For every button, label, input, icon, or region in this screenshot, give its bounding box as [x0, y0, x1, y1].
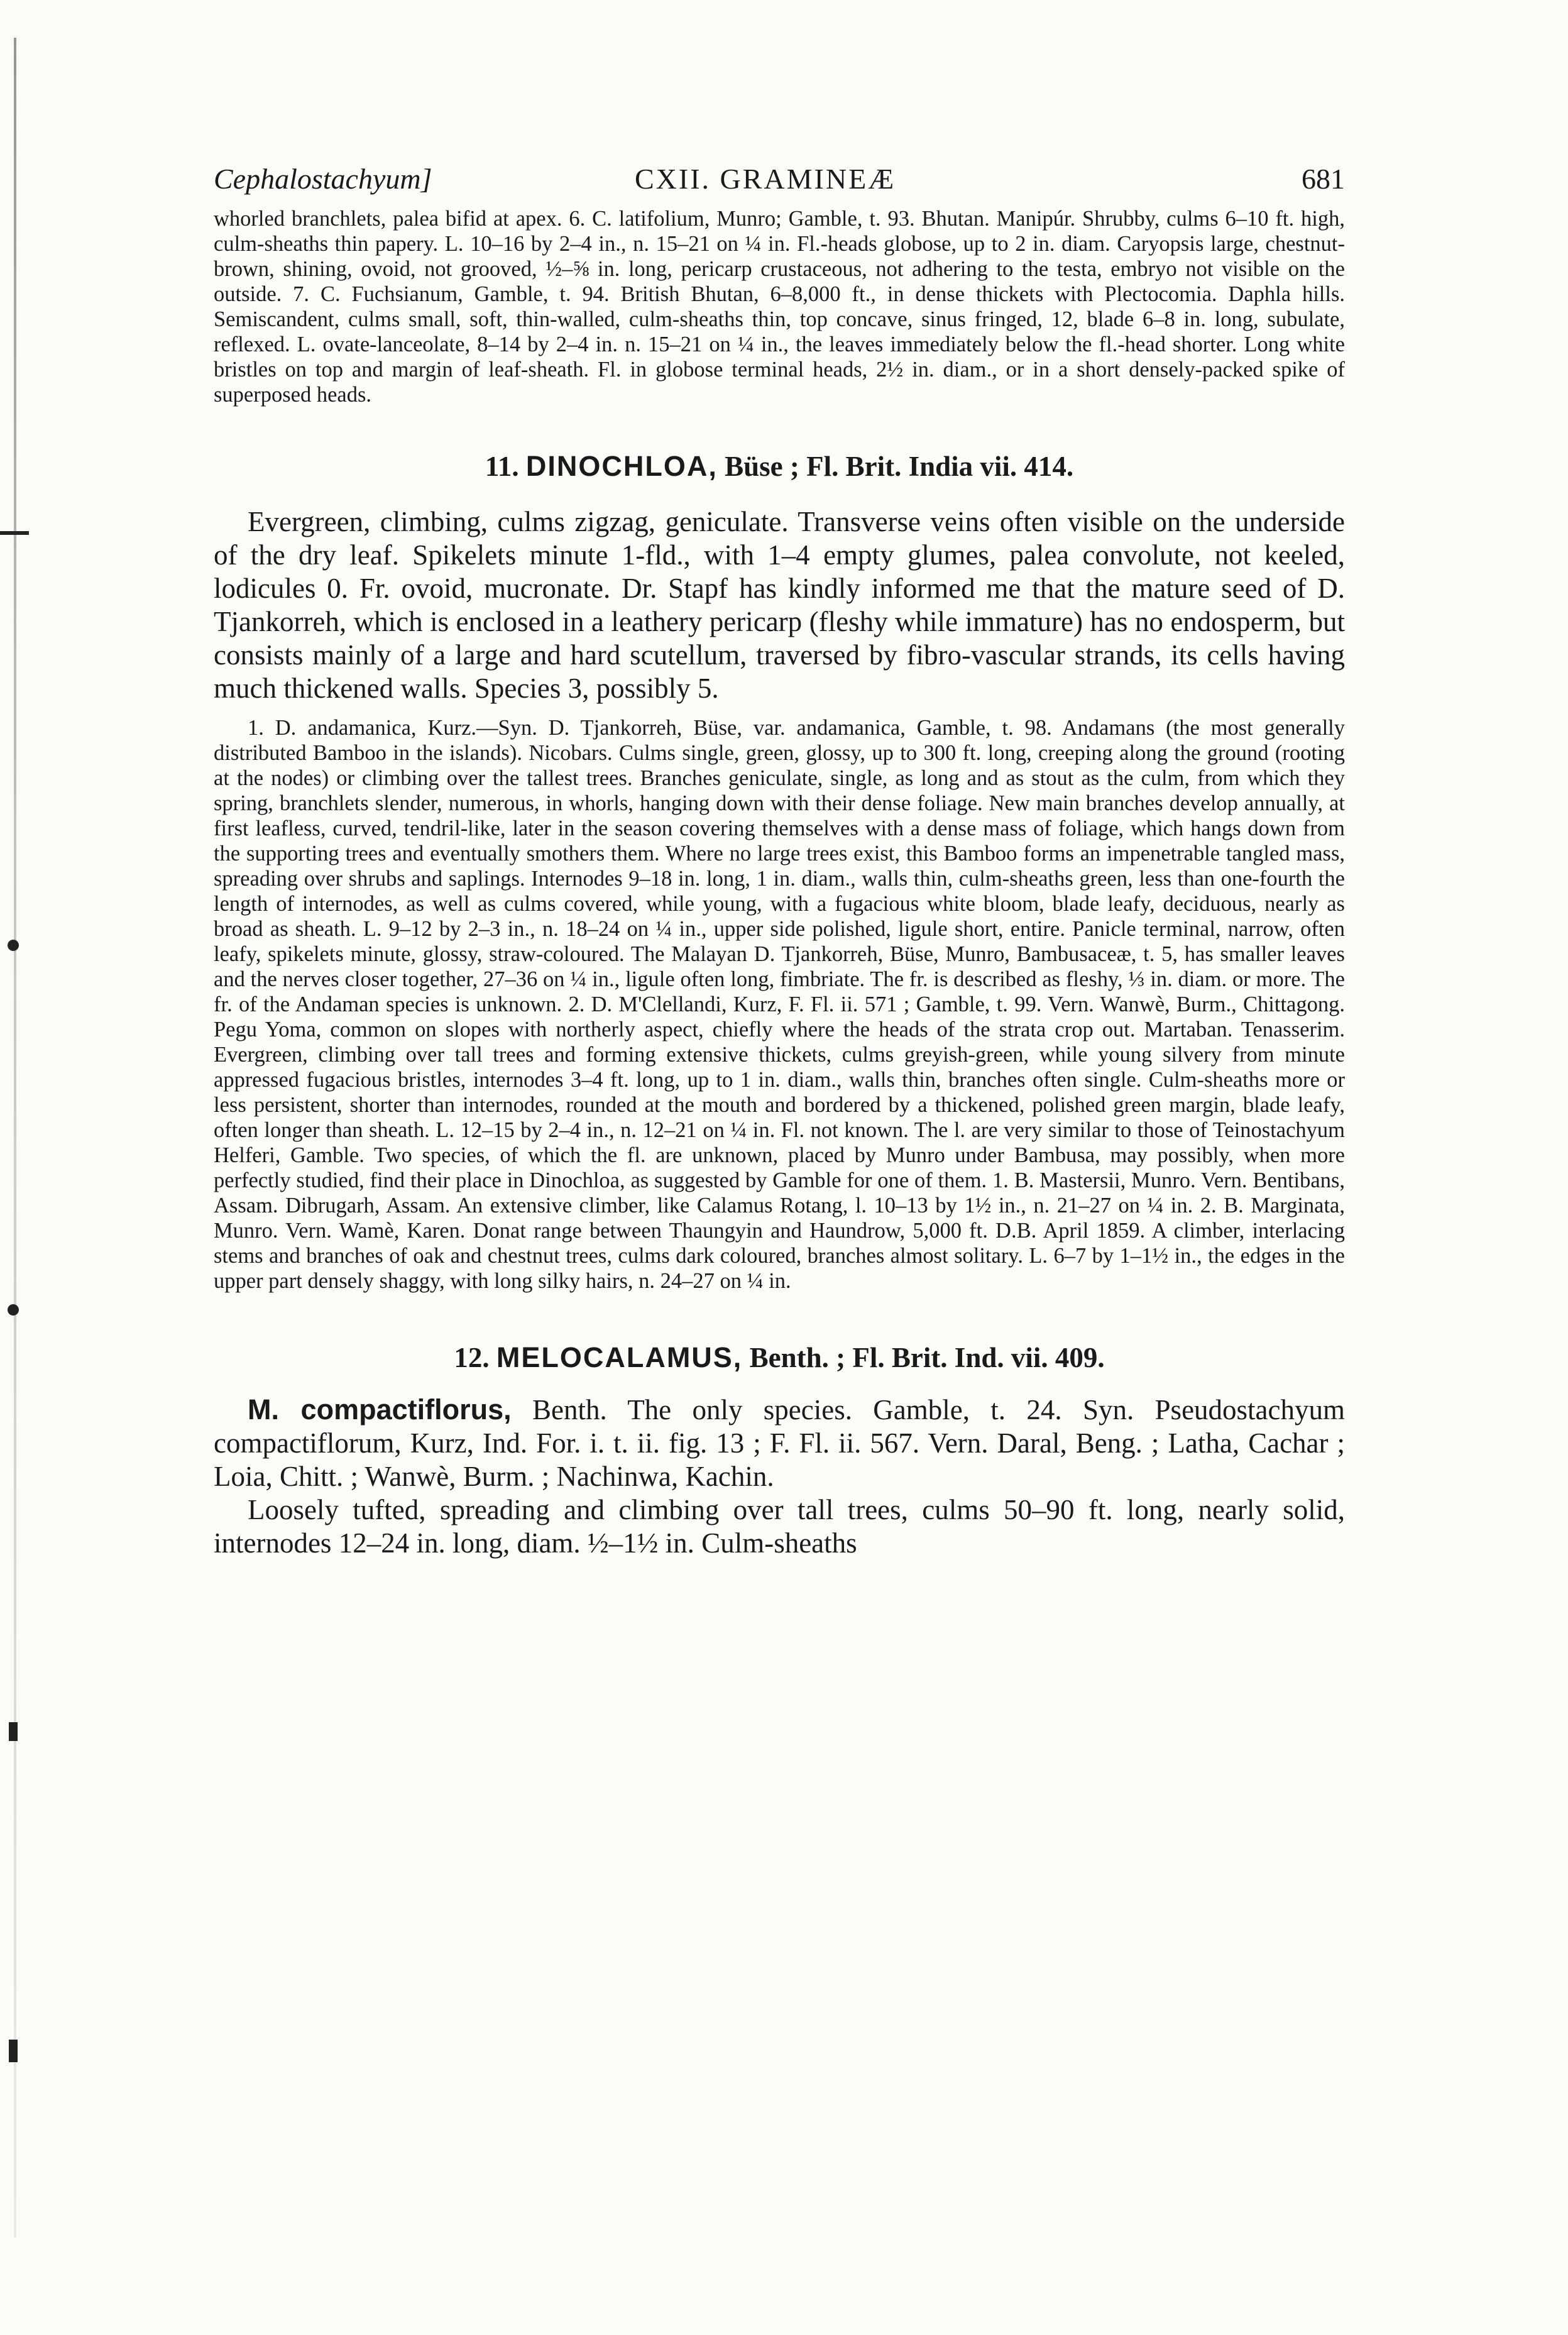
page-content — [214, 162, 1345, 1560]
genus-name: DINOCHLOA, — [525, 450, 718, 482]
continued-paragraph: whorled branchlets, palea bifid at apex. 6. C. latifolium, Munro; Gamble, t. 93. Bhutan. Manipúr. Shrubby, culms 6–10 ft. high, culm-sheaths thin papery. L. 10–16 by 2–4 in., n. 15–21 on ¼ in. Fl.-heads globose, up to 2 in. diam. Caryopsis large, chestnut-brown, shining, ovoid, not grooved, ½–⅝ in. long, pericarp crustaceous, not adhering to the testa, embryo not visible on the outside. 7. C. Fuchsianum, Gamble, t. 94. British Bhutan, 6–8,000 ft., in dense thickets with Plectocomia. Daphla hills. Semiscandent, culms small, soft, thin-walled, culm-sheaths thin, top concave, sinus fringed, 12, blade 6–8 in. long, subulate, reflexed. L. ovate-lanceolate, 8–14 by 2–4 in. n. 15–21 on ¼ in., the leaves immediately below the fl.-head shorter. Long white bristles on top and margin of leaf-sheath. Fl. in globose terminal heads, 2½ in. diam., or in a short densely-packed spike of superposed heads. — [214, 207, 1345, 407]
margin-mark — [8, 940, 19, 951]
genus-number: 11. — [485, 451, 519, 482]
genus-heading-melocalamus — [214, 1341, 1345, 1374]
running-header — [214, 162, 1345, 206]
species-synonymy: Benth. The only species. Gamble, t. 24. Syn. Pseudostachyum compactiflorum, Kurz, Ind. For. i. t. ii. fig. 13 ; F. Fl. ii. 567. Vern. Daral, Beng. ; Latha, Cachar ; Loia, Chitt. ; Wanwè, Burm. ; Nachinwa, Kachin. — [214, 1394, 1346, 1492]
margin-mark — [9, 1722, 18, 1741]
margin-mark — [8, 1304, 19, 1316]
genus-number: 12. — [454, 1342, 490, 1373]
species-heading — [214, 1393, 1345, 1493]
margin-mark — [0, 531, 29, 535]
genus-authority: Büse ; Fl. Brit. India vii. 414. — [725, 451, 1074, 482]
running-title: Cephalostachyum] — [214, 163, 432, 195]
species-accounts: 1. D. andamanica, Kurz.—Syn. D. Tjankorreh, Büse, var. andamanica, Gamble, t. 98. Andamans (the most generally distributed Bamboo in the islands). Nicobars. Culms single, green, glossy, up to 300 ft. long, creeping along the ground (rooting at the nodes) or climbing over the tallest trees. Branches geniculate, single, as long and as stout as the culm, from which they spring, branchlets slender, numerous, in whorls, hanging down with their dense foliage. New main branches develop annually, at first leafless, curved, tendril-like, later in the season covering themselves with a dense mass of foliage, which hangs down from the supporting trees and eventually smothers them. Where no large trees exist, this Bamboo forms an impenetrable tangled mass, spreading over shrubs and saplings. Internodes 9–18 in. long, 1 in. diam., walls thin, culm-sheaths green, less than one-fourth the length of internodes, as well as culms covered, while young, with a fugacious white bloom, blade leafy, deciduous, nearly as broad as sheath. L. 9–12 by 2–3 in., n. 18–24 on ¼ in., upper side polished, ligule short, entire. Panicle terminal, narrow, often leafy, spikelets minute, glossy, straw-coloured. The Malayan D. Tjankorreh, Büse, Munro, Bambusaceæ, t. 5, has smaller leaves and the nerves closer together, 27–36 on ¼ in., ligule often long, fimbriate. The fr. is described as fleshy, ⅓ in. diam. or more. The fr. of the Andaman species is unknown. 2. D. M'Clellandi, Kurz, F. Fl. ii. 571 ; Gamble, t. 99. Vern. Wanwè, Burm., Chittagong. Pegu Yoma, common on slopes with northerly aspect, chiefly where the heads of the strata crop out. Martaban. Tenasserim. Evergreen, climbing over tall trees and forming extensive thickets, culms greyish-green, while young silvery from minute appressed fugacious bristles, internodes 3–4 ft. long, up to 1 in. diam., walls thin, branches often single. Culm-sheaths more or less persistent, shorter than internodes, rounded at the mouth and bordered by a thickened, polished green margin, blade leafy, often longer than sheath. L. 12–15 by 2–4 in., n. 12–21 on ¼ in. Fl. not known. The l. are very similar to those of Teinostachyum Helferi, Gamble. Two species, of which the fl. are unknown, placed by Munro under Bambusa, may possibly, when more perfectly studied, find their place in Dinochloa, as suggested by Gamble for one of them. 1. B. Mastersii, Munro. Vern. Bentibans, Assam. Dibrugarh, Assam. An extensive climber, like Calamus Rotang, l. 10–13 by 1½ in., n. 21–27 on ¼ in. 2. B. Marginata, Munro. Vern. Wamè, Karen. Donat range between Thaungyin and Haundrow, 5,000 ft. D.B. April 1859. A climber, interlacing stems and branches of oak and chestnut trees, culms dark coloured, branches almost solitary. L. 6–7 by 1–1½ in., the edges in the upper part densely shaggy, with long silky hairs, n. 24–27 on ¼ in. — [214, 716, 1345, 1293]
genus-description: Evergreen, climbing, culms zigzag, geniculate. Transverse veins often visible on the underside of the dry leaf. Spikelets minute 1-fld., with 1–4 empty glumes, palea convolute, not keeled, lodicules 0. Fr. ovoid, mucronate. Dr. Stapf has kindly informed me that the mature seed of D. Tjankorreh, which is enclosed in a leathery pericarp (fleshy while immature) has no endosperm, but consists mainly of a large and hard scutellum, traversed by fibro-vascular strands, its cells having much thickened walls. Species 3, possibly 5. — [214, 506, 1345, 704]
page-number: 681 — [1302, 163, 1345, 195]
species-description: Loosely tufted, spreading and climbing over tall trees, culms 50–90 ft. long, nearly solid, internodes 12–24 in. long, diam. ½–1½ in. Culm-sheaths — [214, 1494, 1345, 1559]
species-name: M. compactiflorus, — [248, 1393, 512, 1426]
page-edge-shadow — [14, 38, 16, 2238]
section-title: CXII. GRAMINEÆ — [635, 163, 896, 195]
genus-authority: Benth. ; Fl. Brit. Ind. vii. 409. — [749, 1342, 1105, 1373]
margin-mark — [9, 2040, 18, 2062]
genus-name: MELOCALAMUS, — [496, 1341, 743, 1373]
genus-heading-dinochloa — [214, 450, 1345, 483]
